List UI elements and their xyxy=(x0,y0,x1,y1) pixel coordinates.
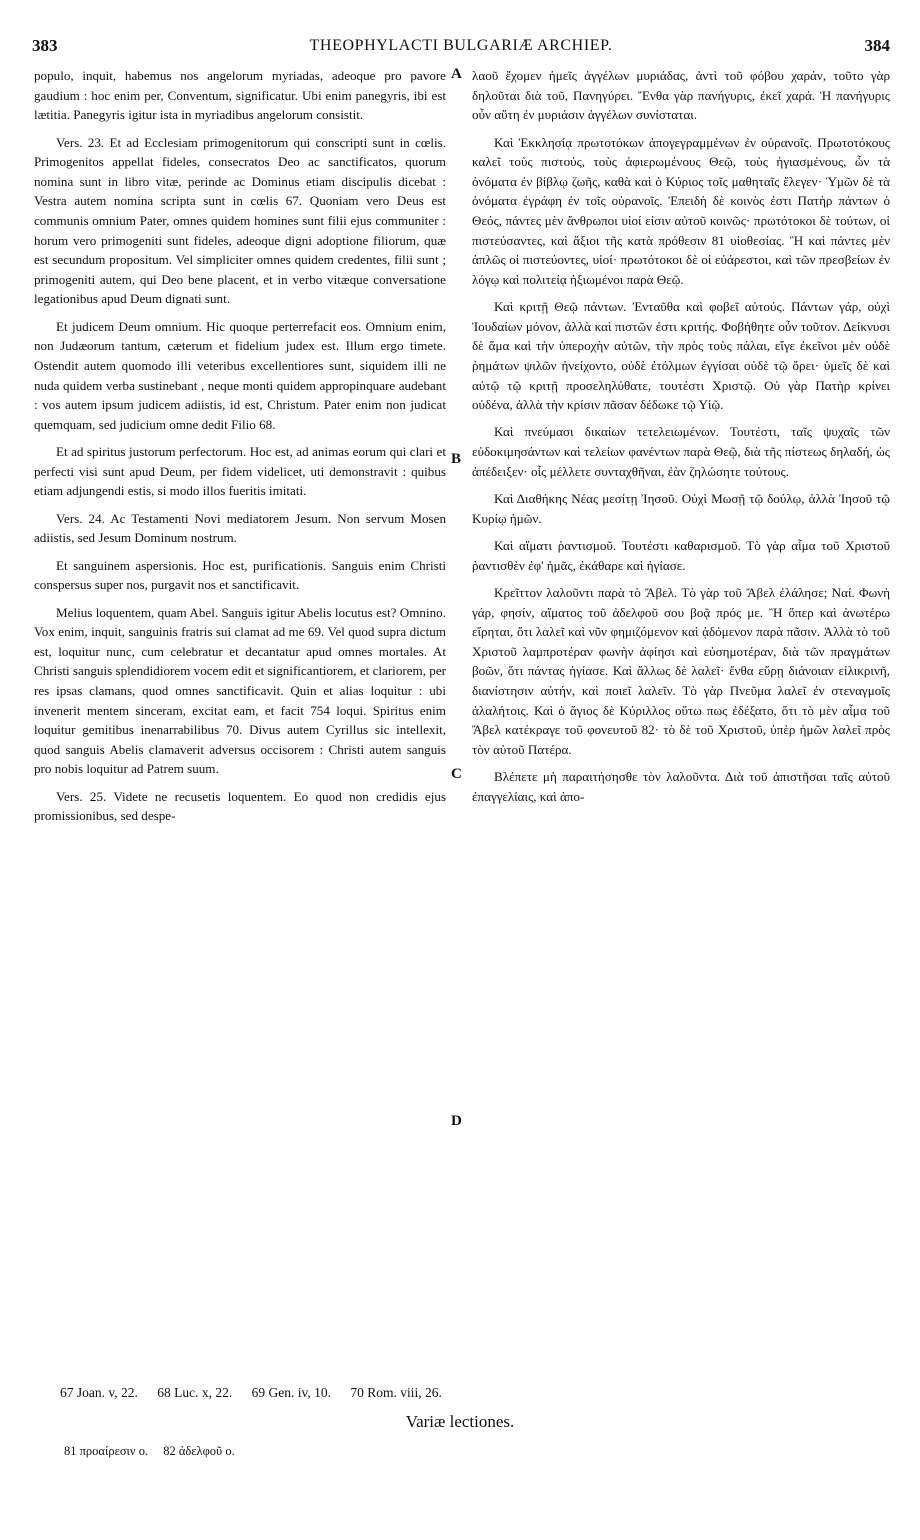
page-number-left: 383 xyxy=(32,36,58,55)
latin-paragraph: Vers. 24. Ac Testamenti Novi mediatorem Jesum. Non servum Mosen adiistis, sed Jesum Dominum nostrum. xyxy=(34,510,446,546)
footnote: 68 Luc. x, 22. xyxy=(157,1385,233,1400)
latin-column xyxy=(34,66,446,1066)
latin-paragraph: populo, inquit, habemus nos angelorum myriadas, adeoque pro pavore gaudium : hoc enim per, Conventum, significatur. Ubi enim panegyris, ibi est lætitia. Panegyris igitur ista in myriadibus angelorum consistit. xyxy=(34,68,446,123)
margin-marker: D xyxy=(451,1113,462,1129)
page-number-right: 384 xyxy=(864,36,890,55)
greek-paragraph: λαοῦ ἔχομεν ἡμεῖς ἀγγέλων μυριάδας, ἀντὶ τοῦ φόβου χαράν, τοῦτο γὰρ δηλοῦται διὰ τοῦ, Πανηγύρει. Ἔνθα γὰρ πανήγυρις, ἐκεῖ χαρά. Ἡ πανήγυρις οὖν αὕτη ἐν μυριάσιν ἀγγέλων συνίσταται. xyxy=(472,68,890,123)
greek-paragraph: Καὶ κριτῇ Θεῷ πάντων. Ἐνταῦθα καὶ φοβεῖ αὐτούς. Πάντων γάρ, οὐχὶ Ἰουδαίων μόνον, ἀλλὰ καὶ πιστῶν ἐστι κριτής. Φοβήθητε οὖν τοῦτον. Δείκνυσι δὲ ἅμα καὶ τὴν ὑπεροχὴν αὐτῶν, τὴν πρὸς τοὺς πάλαι, εἴγε ἐκεῖνοι μὲν οὐδὲ ῥημάτων ψιλῶν ἠνείχοντο, οὐδὲ ἐτόλμων ἐγγίσαι οὐδὲ τῷ ὄρει· ὑμεῖς δὲ καὶ αὐτῷ τῷ κριτῇ προσεληλύθατε, τουτέστι Χριστῷ. Οὐ γὰρ Πατὴρ κρίνει οὐδένα, ἀλλὰ τὴν κρίσιν πᾶσαν δέδωκε τῷ Υἱῷ. xyxy=(472,299,890,413)
greek-paragraph: Καὶ πνεύμασι δικαίων τετελειωμένων. Τουτέστι, ταῖς ψυχαῖς τῶν εὐδοκιμησάντων καὶ τελείων φανέντων παρὰ Θεῷ, διὰ τῆς πίστεως δηλαδή, ὡς ἀπέδειξεν· οἷς μέλλετε συνταχθῆναι, ἐὰν ζηλώσητε τούτους. xyxy=(472,424,890,479)
latin-footnotes xyxy=(60,1385,458,1401)
footnote: 70 Rom. viii, 26. xyxy=(350,1385,442,1400)
greek-paragraph: Καὶ Διαθήκης Νέας μεσίτῃ Ἰησοῦ. Οὐχὶ Μωσῇ τῷ δούλῳ, ἀλλὰ Ἰησοῦ τῷ Κυρίῳ ἡμῶν. xyxy=(472,491,890,526)
variae-lectiones-heading: Variæ lectiones. xyxy=(405,1412,515,1431)
greek-paragraph: Καὶ Ἐκκλησίᾳ πρωτοτόκων ἀπογεγραμμένων ἐν οὐρανοῖς. Πρωτοτόκους καλεῖ τοὺς πιστούς, τοὺς ἀφιερωμένους Θεῷ, τοὺς ἡγιασμένους, ὧν τὰ ὀνόματα ἐν βίβλῳ ζωῆς, καθὰ καὶ ὁ Κύριος τοῖς μαθηταῖς ἔλεγεν· Ὑμῶν δὲ τὰ ὀνόματα ἐγράφη ἐν τοῖς οὐρανοῖς. Ἐπειδὴ δὲ κοινὸς ἐστι Πατὴρ πάντων ὁ Θεός, πάντες μὲν ἄνθρωποι υἱοί εἰσιν αὐτοῦ κοινῶς· πρωτότοκοι δὲ τούτων, οἱ πιστεύσαντες, καὶ ἄξιοι τῆς κατὰ πρόθεσιν 81 υἱοθεσίας. Ἢ καὶ πάντες μὲν ἁπλῶς οἱ πιστεύοντες, υἱοί· πρωτότοκοι δὲ οἱ εὐάρεστοι, καὶ τῶν πρεσβείων ἐν λόγῳ καὶ πολιτείᾳ ἠξιωμένοι παρὰ Θεῷ. xyxy=(472,134,890,287)
latin-paragraph: Et judicem Deum omnium. Hic quoque perterrefacit eos. Omnium enim, non Judæorum tantum, cæterum et fidelium judex est. Illum ergo timete. Ostendit autem quomodo illi veteribus excellentiores sunt, siquidem illi ne nuda quidem verba sustinebant , neque monti quidem appropinquare audebant : vos autem ipsum judicem adiistis, id est, Christum. Pater enim non judicat quemquam, sed judicium omne dedit Filio 68. xyxy=(34,318,446,432)
greek-paragraph: Καὶ αἵματι ῥαντισμοῦ. Τουτέστι καθαρισμοῦ. Τὸ γὰρ αἷμα τοῦ Χριστοῦ ῥαντισθὲν ἐφ' ἡμᾶς, ἐκάθαρε καὶ ἡγίασε. xyxy=(472,538,890,573)
margin-marker: B xyxy=(451,451,462,467)
margin-marker: A xyxy=(451,66,462,82)
greek-paragraph: Βλέπετε μὴ παραιτήσησθε τὸν λαλοῦντα. Διὰ τοῦ ἀπιστῆσαι ταῖς αὐτοῦ ἐπαγγελίαις, καὶ ἀπο- xyxy=(472,769,890,804)
greek-paragraph: Κρεῖττον λαλοῦντι παρὰ τὸ Ἄβελ. Τὸ γὰρ τοῦ Ἄβελ ἐλάλησε; Ναί. Φωνὴ γάρ, φησίν, αἵματος τοῦ ἀδελφοῦ σου βοᾷ πρός με. Ἢ ὅπερ καὶ ἀνωτέρω εἴρηται, ὅτι λαλεῖ καὶ νῦν φημιζόμενον καὶ ᾀδόμενον παρὰ πᾶσιν. Ἀλλὰ τὸ τοῦ Χριστοῦ λαμπροτέραν φωνὴν ἀφίησι καὶ εὐσημοτέραν, διὰ τῶν πραγμάτων βοῶν, ὅτι πάντας ἡγίασε. Καὶ ἄλλως δὲ λαλεῖ· ἔνθα εὕρῃ διάνοιαν εἰλικρινῆ, διανίστησιν αὐτήν, καὶ ποιεῖ λαλεῖν. Τὸ γὰρ Πνεῦμα λαλεῖ ἐν στεναγμοῖς ἀλαλήτοις. Καὶ ὁ ἅγιος δὲ Κύριλλος οὕτω πως ἐδέξατο, ὅτι τὸ μὲν αἷμα τοῦ Ἄβελ κατέκραγε τοῦ φονευτοῦ 82· τὸ δὲ τοῦ Χριστοῦ, ὑπὲρ ἡμῶν λαλεῖ πρὸς τὸν αὐτοῦ Πατέρα. xyxy=(472,585,890,757)
greek-footnotes xyxy=(64,1444,247,1459)
footnote: 82 ἀδελφοῦ ο. xyxy=(163,1444,235,1458)
running-title: THEOPHYLACTI BULGARIÆ ARCHIEP. xyxy=(309,37,613,54)
margin-marker: C xyxy=(451,766,462,782)
latin-paragraph: Et ad spiritus justorum perfectorum. Hoc est, ad animas eorum qui clari et perfecti visi sunt apud Deum, per fidem videlicet, uti demonstravit : quibus etiam adjungendi estis, si modo illos fueritis imitati. xyxy=(34,444,446,499)
latin-paragraph: Et sanguinem aspersionis. Hoc est, purificationis. Sanguis enim Christi conspersus super nos, purgavit nos et sanctificavit. xyxy=(34,557,446,593)
footnote: 81 προαίρεσιν ο. xyxy=(64,1444,149,1458)
footnote: 69 Gen. iv, 10. xyxy=(251,1385,331,1400)
latin-paragraph: Vers. 23. Et ad Ecclesiam primogenitorum qui conscripti sunt in cœlis. Primogenitos appellat fideles, consecratos Deo ac sanctificatos, quorum nomina sunt in libro vitæ, perinde ac Dominus etiam discipulis dicebat : Vestra autem nomina scripta sunt in cœlis 67. Quoniam vero Deus est communis omnium Pater, omnes quidem homines sunt filii ejus communiter : horum vero primogeniti sunt fideles, adeoque digni adoptione filiorum, quæ est secundum propositum. Vel simpliciter omnes quidem credentes, filii sunt ; primogeniti autem, qui Deo bene placent, et in verbo vitæque conversatione legationibus apud Deum dignati sunt. xyxy=(34,134,446,307)
latin-paragraph: Vers. 25. Videte ne recusetis loquentem. Eo quod non credidis ejus promissionibus, sed despe- xyxy=(34,788,446,824)
greek-column xyxy=(472,66,890,1066)
page-header xyxy=(32,36,890,58)
latin-paragraph: Melius loquentem, quam Abel. Sanguis igitur Abelis locutus est? Omnino. Vox enim, inquit, sanguinis fratris sui clamat ad me 69. Vel quod supra dictum est, loquitur nunc, cum celebratur et decantatur apud omnes mortales. At Christi sanguis splendidiorem vocem edit et significantiorem, et clariorem, per res ipsas clamans, quod omnes sanctificavit. Quin et alias loquitur : ubi invenerit mentem sinceram, excitat eam, et facit 754 loqui. Spiritus enim loquitur gemitibus inenarrabilibus 70. Divus autem Cyrillus sic intellexit, quod sanguis Abelis clamaverit adversus occisorem : Christi autem sanguis pro nobis loquitur ad Patrem suum. xyxy=(34,604,446,777)
footnote: 67 Joan. v, 22. xyxy=(60,1385,138,1400)
